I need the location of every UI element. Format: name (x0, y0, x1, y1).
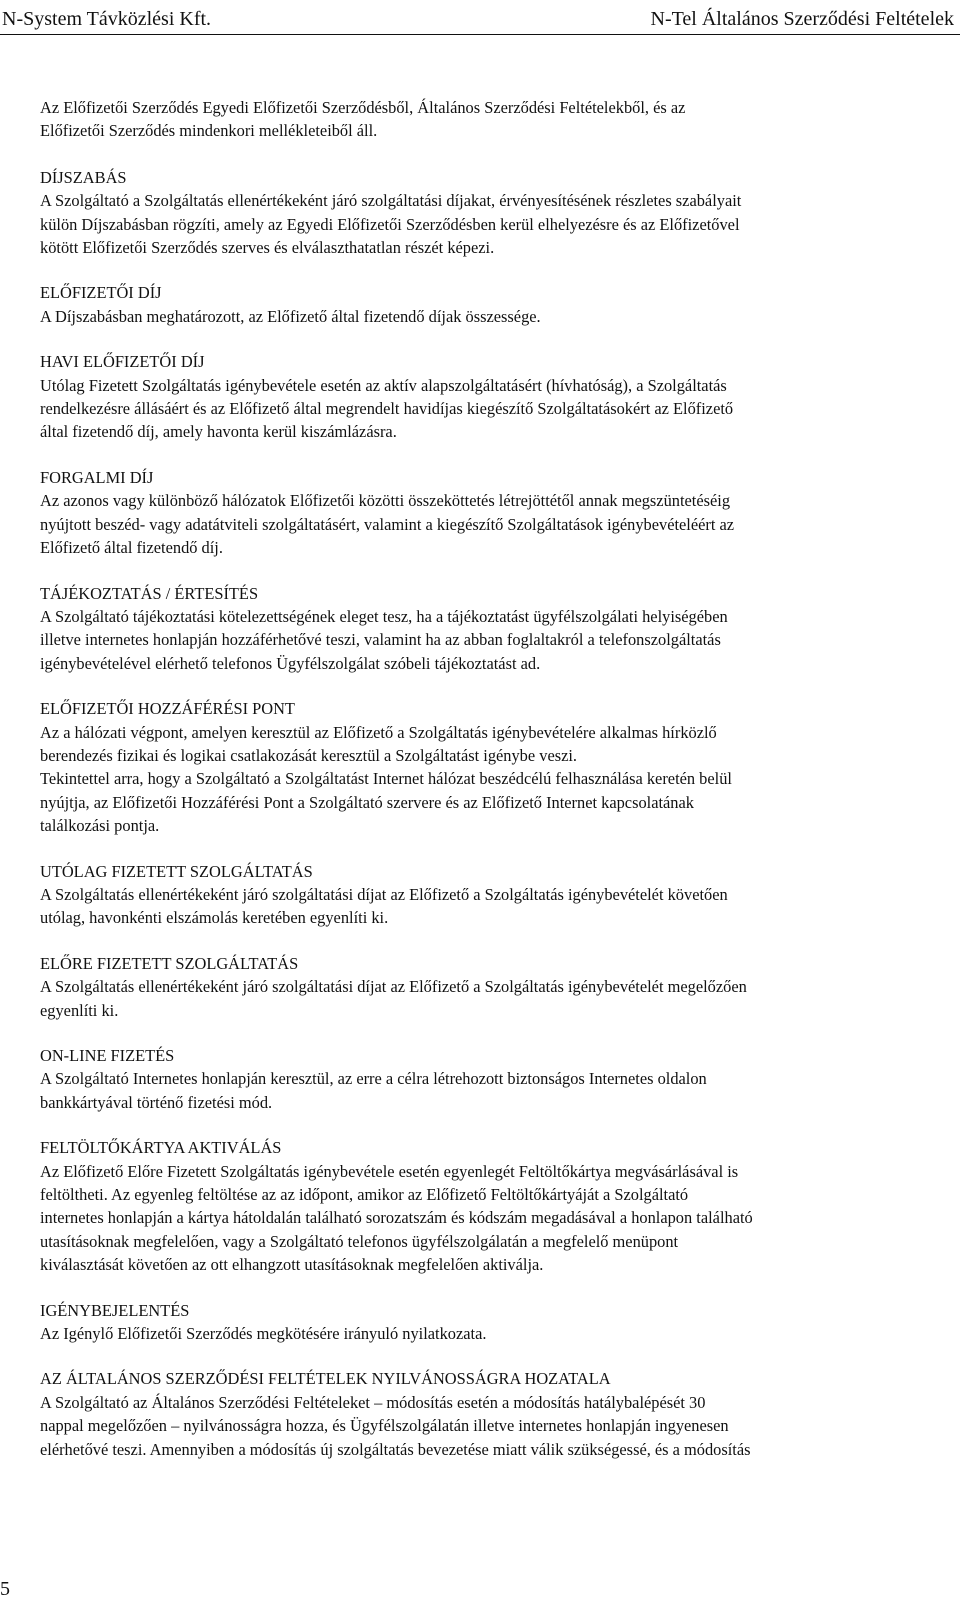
section-title: ON-LINE FIZETÉS (40, 1046, 175, 1065)
section-elore-fizetett (40, 952, 936, 1022)
section-title: UTÓLAG FIZETETT SZOLGÁLTATÁS (40, 861, 313, 881)
section-body: Utólag Fizetett Szolgáltatás igénybevétele esetén az aktív alapszolgáltatásért (hívhatóság), a Szolgáltatás rendelkezésre állásáért és az Előfizető által megrendelt havidíjas kiegészítő Szolgáltatásokért az Előfizető által fizetendő díj, amely havonta kerül kiszámlázásra. (40, 375, 734, 442)
section-body: Az Előfizető Előre Fizetett Szolgáltatás igénybevétele esetén egyenlegét Feltöltőkártya megvásárlásával is feltöltheti. Az egyenleg feltöltése az az időpont, amikor az Előfizető Feltöltőkártyáját a Szolgáltató internetes honlapján a kártya hátoldalán található sorozatszám és kódszám megadásával a honlapon található utasításoknak megfelelően, vagy a Szolgáltató telefonos ügyfélszolgálatán a megfelelő menüpont kiválasztását követően az ott elhangzott utasításoknak megfelelően aktiválja. (40, 1161, 753, 1275)
section-elofizetoi-dij (40, 281, 936, 328)
section-body: A Szolgáltató Internetes honlapján keresztül, az erre a célra létrehozott biztonságos Internetes oldalon bankkártyával történő fizetési mód. (40, 1069, 707, 1112)
section-title: ELŐFIZETŐI HOZZÁFÉRÉSI PONT (40, 699, 295, 719)
section-body: Az Igénylő Előfizetői Szerződés megkötésére irányuló nyilatkozata. (40, 1324, 487, 1344)
section-feltoltokartya (40, 1136, 936, 1276)
section-dijszabas (40, 166, 936, 260)
section-body: A Szolgáltató a Szolgáltatás ellenértékeként járó szolgáltatási díjakat, érvényesítésének részletes szabályait külön Díjszabásban rögzíti, amely az Egyedi Előfizetői Szerződésben kerül elhelyezésre és az Előfizetővel kötött Előfizetői Szerződés szerves és elválaszthatatlan részét képezi. (40, 191, 742, 258)
page-header (0, 4, 960, 35)
section-forgalmi-dij (40, 466, 936, 560)
section-title: FORGALMI DÍJ (40, 467, 154, 487)
section-title: TÁJÉKOZTATÁS / ÉRTESÍTÉS (40, 583, 259, 603)
section-igenybejelentes (40, 1299, 936, 1346)
section-title: ELŐFIZETŐI DÍJ (40, 283, 162, 303)
section-body: A Szolgáltatás ellenértékeként járó szolgáltatási díjat az Előfizető a Szolgáltatás igénybevételét megelőzően egyenlíti ki. (40, 977, 747, 1020)
section-title: AZ ÁLTALÁNOS SZERZŐDÉSI FELTÉTELEK NYILVÁNOSSÁGRA HOZATALA (40, 1369, 611, 1389)
section-hozzaferesi-pont (40, 697, 936, 837)
header-document-title: N-Tel Általános Szerződési Feltételek (650, 8, 954, 30)
intro-paragraph: Az Előfizetői Szerződés Egyedi Előfizetői Szerződésből, Általános Szerződési Feltételekből, és az Előfizetői Szerződés mindenkori mellékleteiből áll. (40, 98, 686, 141)
section-body: Az a hálózati végpont, amelyen keresztül az Előfizető a Szolgáltatás igénybevételére alkalmas hírközlő berendezés fizikai és logikai csatlakozását keresztül a Szolgáltatást igénybe veszi. Tekintettel arra, hogy a Szolgáltató a Szolgáltatást Internet hálózat beszédcélú felhasználása keretén belül nyújtja, az Előfizetői Hozzáférési Pont a Szolgáltató szervere és az Előfizető Internet kapcsolatának találkozási pontja. (40, 722, 732, 836)
section-title: HAVI ELŐFIZETŐI DÍJ (40, 352, 205, 372)
section-body: A Díjszabásban meghatározott, az Előfizető által fizetendő díjak összessége. (40, 306, 541, 326)
section-online-fizetes (40, 1044, 936, 1114)
section-title: DÍJSZABÁS (40, 167, 127, 187)
section-havi-elofizetoi-dij (40, 350, 936, 444)
header-company-name: N-System Távközlési Kft. (2, 8, 212, 30)
section-title: ELŐRE FIZETETT SZOLGÁLTATÁS (40, 953, 299, 973)
section-body: A Szolgáltató tájékoztatási kötelezettségének eleget tesz, ha a tájékoztatást ügyfélszolgálati helyiségében illetve internetes honlapján hozzáférhetővé teszi, valamint ha az abban foglaltakról a telefonszolgáltatás igénybevételével elérhető telefonos Ügyfélszolgálat szóbeli tájékoztatást ad. (40, 606, 728, 673)
section-title: IGÉNYBEJELENTÉS (40, 1300, 190, 1320)
section-title: FELTÖLTŐKÁRTYA AKTIVÁLÁS (40, 1138, 282, 1158)
section-tajekoztatas (40, 582, 936, 676)
section-body: Az azonos vagy különböző hálózatok Előfizetői közötti összeköttetés létrejöttétől annak megszüntetéséig nyújtott beszéd- vagy adatátviteli szolgáltatásért, valamint a kiegészítő Szolgáltatások igénybevételéért az Előfizető által fizetendő díj. (40, 491, 735, 558)
page-number: 5 (0, 1578, 10, 1600)
section-body: A Szolgáltató az Általános Szerződési Feltételeket – módosítás esetén a módosítás hatálybalépését 30 nappal megelőzően – nyilvánosságra hozza, és Ügyfélszolgálatán illetve internetes honlapján ingyenesen elérhetővé teszi. Amennyiben a módosítás új szolgáltatás bevezetése miatt válik szükségessé, és a módosítás (40, 1392, 751, 1459)
document-body (40, 96, 936, 1483)
section-aszf-nyilvanossag (40, 1367, 936, 1461)
section-utolag-fizetett (40, 860, 936, 930)
section-body: A Szolgáltatás ellenértékeként járó szolgáltatási díjat az Előfizető a Szolgáltatás igénybevételét követően utólag, havonkénti elszámolás keretében egyenlíti ki. (40, 884, 728, 928)
